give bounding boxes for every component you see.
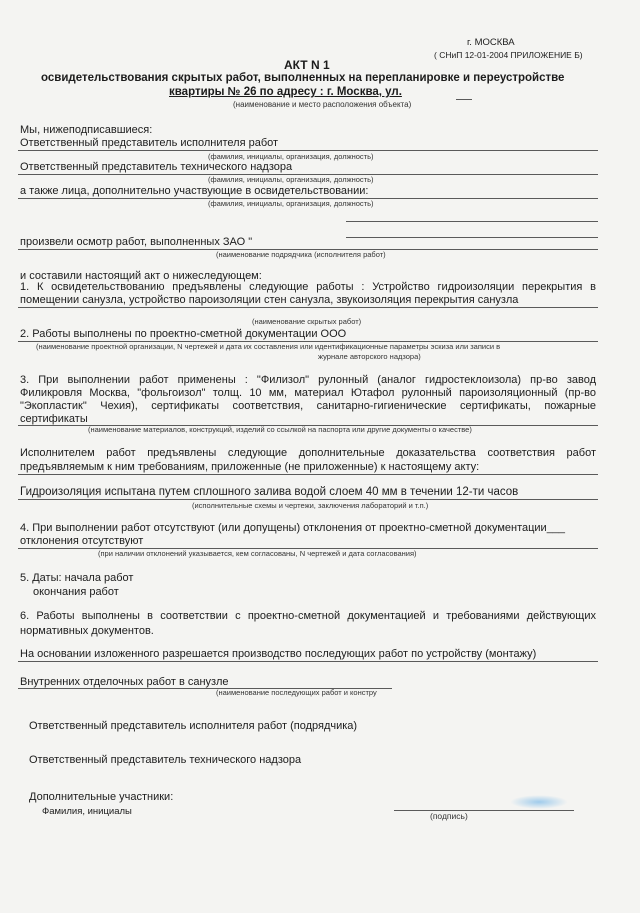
evidence-line2: предъявляемым к ним требованиям, приложенные (не приложенные) к настоящему акту: bbox=[20, 461, 480, 473]
signature-name-label: Фамилия, инициалы bbox=[42, 806, 132, 817]
object-address: квартиры № 26 по адресу : г. Москва, ул. bbox=[169, 86, 402, 98]
inspection-hint: (наименование подрядчика (исполнителя работ) bbox=[216, 250, 386, 259]
item2-hint: (наименование проектной организации, N чертежей и дата их составления или идентификационные параметры эскиза или записи в bbox=[36, 342, 501, 351]
inspection-text: произвели осмотр работ, выполненных ЗАО " bbox=[20, 236, 253, 248]
item1-hint: (наименование скрытых работ) bbox=[252, 317, 362, 326]
snip-reference: ( СНиП 12-01-2004 ПРИЛОЖЕНИЕ Б) bbox=[434, 50, 583, 60]
item6-line2: нормативных документов. bbox=[20, 625, 154, 637]
city-label: г. МОСКВА bbox=[467, 37, 515, 48]
start-date-label: 5. Даты: начала работ bbox=[20, 572, 134, 584]
evidence-hint: (исполнительные схемы и чертежи, заключения лабораторий и т.п.) bbox=[192, 501, 429, 510]
item3-line3: "Экопластик" Чехия), сертификаты соответствия, санитарно-гигиенические сертификаты, пожарные bbox=[20, 400, 596, 412]
permission-text: На основании изложенного разрешается производство последующих работ по устройству (монтажу) bbox=[20, 648, 537, 660]
next-works: Внутренних отделочных работ в санузле bbox=[20, 676, 229, 688]
additional-participants-label: а также лица, дополнительно участвующие в освидетельствовании: bbox=[20, 185, 369, 197]
additional-participants-hint: (фамилия, инициалы, организация, должность) bbox=[208, 199, 374, 208]
act-intro: и составили настоящий акт о нижеследующем: bbox=[20, 270, 262, 282]
permission-line bbox=[18, 661, 598, 662]
next-works-hint: (наименование последующих работ и констру bbox=[216, 688, 377, 697]
blank-line-1 bbox=[346, 221, 598, 222]
object-hint: (наименование и место расположения объекта) bbox=[233, 100, 412, 109]
evidence-line-a bbox=[18, 474, 598, 475]
item3-hint: (наименование материалов, конструкций, изделий со ссылкой на паспорта или другие документы о качестве) bbox=[88, 425, 472, 434]
act-number: АКТ N 1 bbox=[284, 58, 330, 72]
item3-line2: Филикровля Москва, "фольгоизол" толщ. 10 мм, материал Ютафол рулонный пароизоляционный (пр-во bbox=[20, 387, 596, 399]
participants-intro: Мы, нижеподписавшиеся: bbox=[20, 124, 153, 136]
supervisor-rep-label: Ответственный представитель технического надзора bbox=[20, 161, 293, 173]
evidence-line-b bbox=[18, 499, 598, 500]
signature-additional: Дополнительные участники: bbox=[29, 791, 174, 803]
item2-text: 2. Работы выполнены по проектно-сметной документации ООО bbox=[20, 328, 347, 340]
contractor-rep-label: Ответственный представитель исполнителя работ bbox=[20, 137, 279, 149]
contractor-rep-line bbox=[18, 150, 598, 151]
blue-stamp-mark bbox=[510, 795, 568, 809]
item1-line bbox=[18, 307, 598, 308]
evidence-line1: Исполнителем работ предъявлены следующие дополнительные доказательства соответствия работ bbox=[20, 447, 596, 459]
evidence-test: Гидроизоляция испытана путем сплошного залива водой слоем 40 мм в течении 12-ти часов bbox=[20, 486, 519, 498]
signature-contractor: Ответственный представитель исполнителя работ (подрядчика) bbox=[29, 720, 358, 732]
item4-line1: 4. При выполнении работ отсутствуют (или допущены) отклонения от проектно-сметной документации___ bbox=[20, 522, 566, 534]
item2-hint-cont: журнале авторского надзора) bbox=[318, 352, 421, 361]
signature-supervisor: Ответственный представитель технического надзора bbox=[29, 754, 302, 766]
end-date-label: окончания работ bbox=[33, 586, 119, 598]
supervisor-rep-hint: (фамилия, инициалы, организация, должность) bbox=[208, 175, 374, 184]
item6-line1: 6. Работы выполнены в соответствии с проектно-сметной документацией и требованиями действующих bbox=[20, 610, 596, 622]
item3-line4: сертификаты bbox=[20, 413, 88, 425]
act-title: освидетельствования скрытых работ, выполненных на перепланировке и переустройстве bbox=[41, 72, 565, 84]
address-underline bbox=[456, 99, 472, 100]
signature-label: (подпись) bbox=[430, 811, 468, 821]
item4-line2: отклонения отсутствуют bbox=[20, 535, 144, 547]
contractor-rep-hint: (фамилия, инициалы, организация, должность) bbox=[208, 152, 374, 161]
blank-line-2 bbox=[346, 237, 598, 238]
signature-line bbox=[394, 810, 574, 811]
item3-line1: 3. При выполнении работ применены : "Филизол" рулонный (аналог гидростеклоизола) пр-во завод bbox=[20, 374, 596, 386]
item4-hint: (при наличии отклонений указывается, кем согласованы, N чертежей и дата согласования) bbox=[98, 549, 417, 558]
item1-text: 1. К освидетельствованию предъявлены следующие работы : Устройство гидроизоляции перекрытия в bbox=[20, 281, 596, 293]
item1-text-cont: помещении санузла, устройство пароизоляции стен санузла, звукоизоляция перекрытия санузла bbox=[20, 294, 519, 306]
